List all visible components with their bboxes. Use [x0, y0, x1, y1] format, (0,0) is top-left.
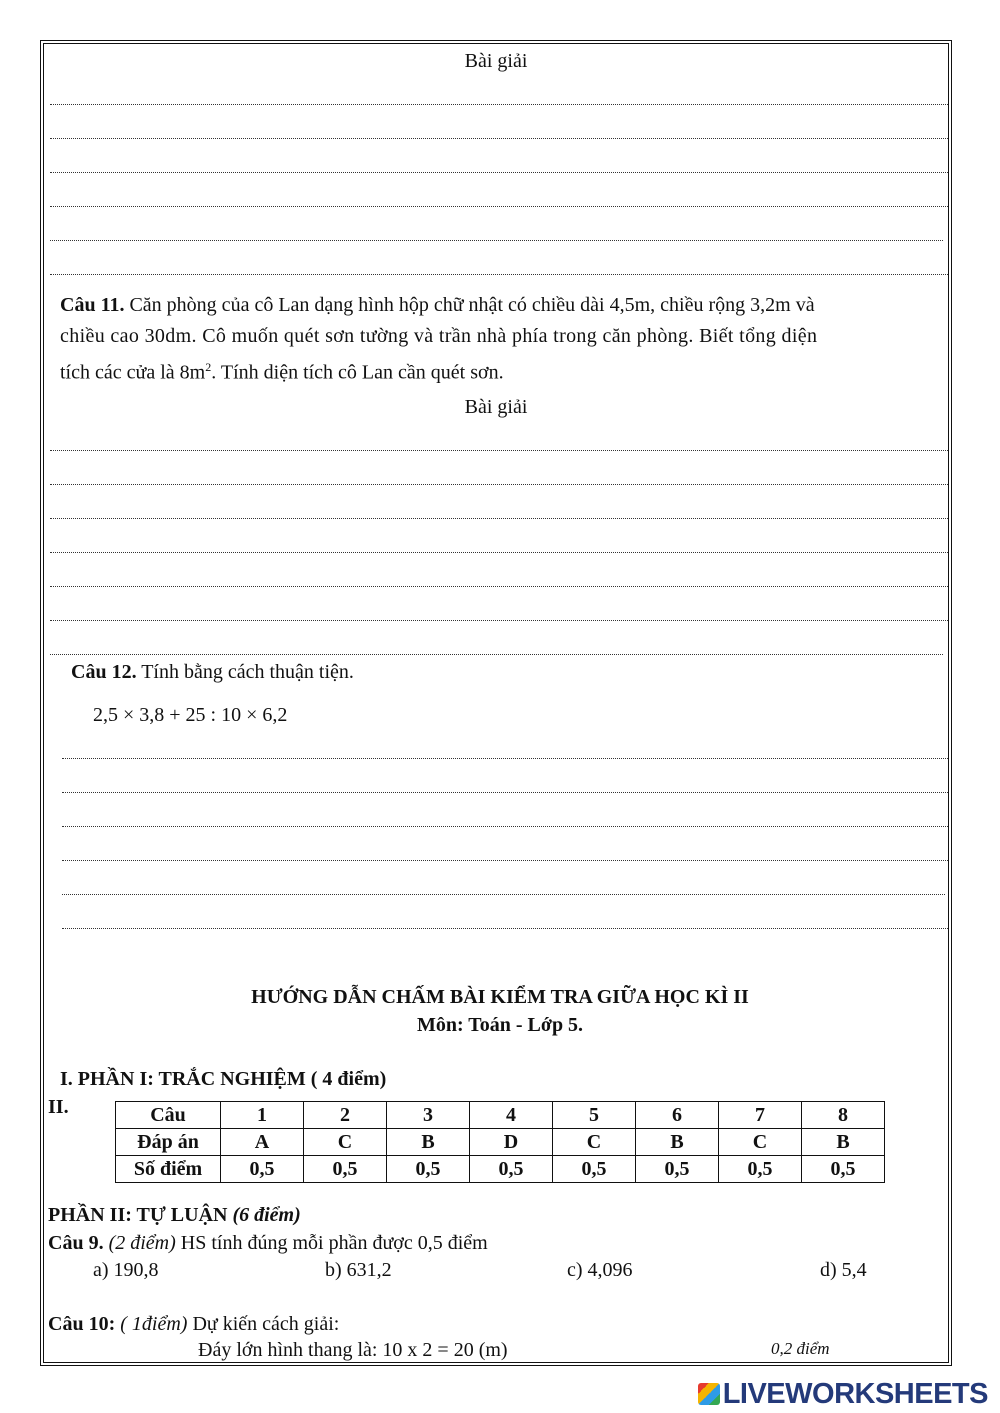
part-2-heading — [48, 1204, 301, 1227]
table-cell: C — [719, 1129, 802, 1156]
liveworksheets-logo-text: LIVEWORKSHEETS — [722, 1378, 988, 1410]
guide-q10-score: 0,2 điểm — [771, 1339, 830, 1358]
answer-line[interactable] — [62, 894, 945, 895]
solution-heading-11: Bài giải — [464, 396, 528, 418]
answer-line[interactable] — [50, 654, 943, 655]
answer-line[interactable] — [62, 792, 948, 793]
table-cell: 1 — [221, 1102, 304, 1129]
question-11 — [60, 290, 950, 389]
answer-key-table — [115, 1101, 885, 1183]
answer-line[interactable] — [50, 104, 948, 105]
table-cell: A — [221, 1129, 304, 1156]
answer-line[interactable] — [50, 552, 948, 553]
answer-line[interactable] — [62, 928, 948, 929]
table-row — [116, 1102, 885, 1129]
superscript-two: 2 — [205, 360, 212, 374]
table-cell: Đáp án — [116, 1129, 221, 1156]
table-cell: 0,5 — [387, 1156, 470, 1183]
table-cell: B — [802, 1129, 885, 1156]
answer-line[interactable] — [50, 138, 948, 139]
table-cell: B — [387, 1129, 470, 1156]
answer-line[interactable] — [50, 484, 948, 485]
answer-line[interactable] — [50, 274, 948, 275]
table-cell: Câu — [116, 1102, 221, 1129]
table-cell: 5 — [553, 1102, 636, 1129]
question-11-label: Câu 11. — [60, 294, 125, 316]
guide-title: HƯỚNG DẪN CHẤM BÀI KIỂM TRA GIỮA HỌC KÌ II — [251, 986, 749, 1008]
question-12-text: Tính bằng cách thuận tiện. — [136, 661, 354, 683]
table-cell: D — [470, 1129, 553, 1156]
table-cell: 8 — [802, 1102, 885, 1129]
liveworksheets-logo[interactable] — [698, 1378, 988, 1411]
answer-line[interactable] — [62, 860, 948, 861]
guide-q9-points: (2 điểm) — [103, 1232, 176, 1254]
table-row — [116, 1156, 885, 1183]
table-cell: 0,5 — [470, 1156, 553, 1183]
table-cell: 0,5 — [719, 1156, 802, 1183]
table-cell: 0,5 — [304, 1156, 387, 1183]
question-11-line3-end: . Tính diện tích cô Lan cần quét sơn. — [211, 361, 504, 384]
table-cell: 3 — [387, 1102, 470, 1129]
guide-q10-label: Câu 10: — [48, 1313, 116, 1335]
part-1-heading: I. PHẦN I: TRẮC NGHIỆM ( 4 điểm) — [60, 1068, 387, 1090]
table-cell: 2 — [304, 1102, 387, 1129]
table-cell: C — [553, 1129, 636, 1156]
guide-q10-points: ( 1điểm) — [115, 1313, 188, 1335]
part-1-roman: II. — [48, 1096, 69, 1118]
table-cell: B — [636, 1129, 719, 1156]
answer-line[interactable] — [50, 586, 948, 587]
answer-line[interactable] — [62, 826, 948, 827]
question-11-line1: Căn phòng của cô Lan dạng hình hộp chữ nhật có chiều dài 4,5m, chiều rộng 3,2m và — [124, 294, 815, 316]
guide-q9-label: Câu 9. — [48, 1232, 104, 1254]
answer-line[interactable] — [50, 620, 948, 621]
table-cell: 0,5 — [802, 1156, 885, 1183]
part-2-title: PHẦN II: TỰ LUẬN — [48, 1204, 233, 1226]
table-row — [116, 1129, 885, 1156]
answer-line[interactable] — [50, 206, 948, 207]
answer-line[interactable] — [50, 518, 948, 519]
table-cell: 0,5 — [221, 1156, 304, 1183]
table-cell: 7 — [719, 1102, 802, 1129]
answer-line[interactable] — [50, 450, 948, 451]
table-cell: 6 — [636, 1102, 719, 1129]
question-12-expression: 2,5 × 3,8 + 25 : 10 × 6,2 — [93, 704, 288, 726]
guide-q9-answer-d: d) 5,4 — [820, 1259, 867, 1281]
guide-subtitle: Môn: Toán - Lớp 5. — [416, 1014, 584, 1036]
question-11-line3: tích các cửa là 8m — [60, 361, 206, 384]
table-cell: 0,5 — [553, 1156, 636, 1183]
table-cell: C — [304, 1129, 387, 1156]
table-cell: Số điểm — [116, 1156, 221, 1183]
part-2-points: (6 điểm) — [232, 1204, 301, 1226]
table-cell: 4 — [470, 1102, 553, 1129]
question-11-line2: chiều cao 30dm. Cô muốn quét sơn tường và trần nhà phía trong căn phòng. Biết tổng diện — [60, 325, 818, 347]
liveworksheets-badge-icon — [698, 1383, 720, 1405]
question-12-label: Câu 12. — [71, 661, 137, 683]
guide-q9-answer-b: b) 631,2 — [325, 1259, 392, 1281]
guide-q9-answer-c: c) 4,096 — [567, 1259, 633, 1281]
answer-line[interactable] — [50, 240, 943, 241]
question-12 — [71, 661, 354, 684]
guide-q9-answer-a: a) 190,8 — [93, 1259, 159, 1281]
guide-question-10 — [48, 1313, 339, 1336]
guide-question-9 — [48, 1232, 488, 1255]
answer-line[interactable] — [62, 758, 948, 759]
answer-line[interactable] — [50, 172, 948, 173]
guide-q10-line: Đáy lớn hình thang là: 10 x 2 = 20 (m) — [198, 1339, 508, 1361]
solution-heading-top: Bài giải — [464, 50, 528, 72]
guide-q9-text: HS tính đúng mỗi phần được 0,5 điểm — [175, 1232, 488, 1254]
guide-q10-text: Dự kiến cách giải: — [187, 1313, 340, 1335]
table-cell: 0,5 — [636, 1156, 719, 1183]
